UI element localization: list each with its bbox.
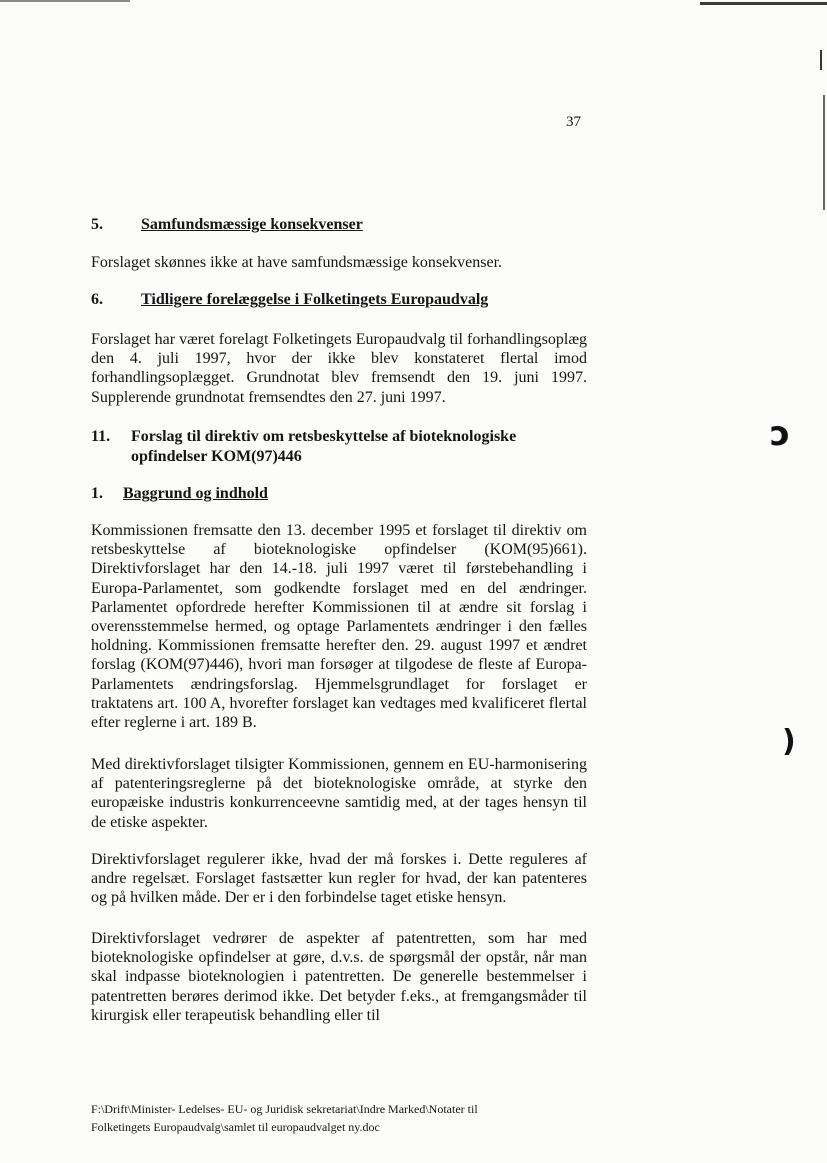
section-heading-5 [91, 216, 363, 234]
section-title: Baggrund og indhold [123, 485, 268, 502]
scan-edge-line [0, 0, 130, 2]
footer-line: F:\Drift\Minister- Ledelses- EU- og Juridisk sekretariat\Indre Marked\Notater til [91, 1102, 478, 1116]
scan-margin-mark [820, 50, 822, 70]
section-heading-11 [91, 427, 587, 467]
binder-hole-mark: ) [782, 724, 796, 759]
section-heading-1 [91, 485, 268, 503]
section-6-body: Forslaget har været forelagt Folketingets Europaudvalg til forhandlingsoplæg den 4. juli 1997, hvor der ikke blev konstateret flertal imod forhandlingsoplægget. Grundnotat blev fremsendt den 19. juni 1997. Supplerende grundnotat fremsendtes den 27. juni 1997. [91, 331, 587, 406]
body-paragraph: Kommissionen fremsatte den 13. december 1995 et forslaget til direktiv om retsbeskyttelse af bioteknologiske opfindelser (KOM(95)661). Direktivforslaget har den 14.-18. juli 1997 været til førstebehandling i Europa-Parlamentet, som godkendte forslaget med en del ændringer. Parlamentet opfordrede herefter Kommissionen til at ændre sit forslag i overensstemmelse hermed, og optage Parlamentets ændringer i den fælles holdning. Kommissionen fremsatte herefter den. 29. august 1997 et ændret forslag (KOM(97)446), hvori man forsøger at tilgodese de fleste af Europa-Parlamentets ændringsforslag. Hjemmelsgrundlaget for forslaget er traktatens art. 100 A, hvorefter forslaget kan vedtages med kvalificeret flertal efter reglerne i art. 189 B. [91, 522, 587, 732]
section-title: Samfundsmæssige konsekvenser [141, 216, 363, 233]
section-5-body: Forslaget skønnes ikke at have samfundsmæssige konsekvenser. [91, 254, 503, 271]
footer-file-path [91, 1100, 611, 1136]
scan-margin-line [823, 95, 825, 210]
section-number: 11. [91, 428, 111, 445]
section-title: Tidligere forelæggelse i Folketingets Europaudvalg [141, 291, 489, 308]
section-heading-6 [91, 291, 488, 309]
page-number: 37 [566, 114, 581, 130]
body-paragraph: Direktivforslaget vedrører de aspekter af patentretten, som har med bioteknologiske opfindelser at gøre, d.v.s. de spørgsmål der opstår, når man skal indpasse bioteknologien i patentretten. De generelle bestemmelser i patentretten berøres derimod ikke. Det betyder f.eks., at fremgangsmåder til kirurgisk eller terapeutisk behandling eller til [91, 930, 587, 1024]
scan-edge-line-right [700, 2, 827, 5]
body-paragraph: Med direktivforslaget tilsigter Kommissionen, gennem en EU-harmonisering af patenteringsreglerne på det bioteknologiske område, at styrke den europæiske industris konkurrenceevne samtidig med, at der tages hensyn til de etiske aspekter. [91, 756, 587, 831]
section-title: Forslag til direktiv om retsbeskyttelse af bioteknologiske opfindelser KOM(97)446 [131, 428, 517, 465]
section-number: 6. [91, 291, 103, 308]
body-paragraph: Direktivforslaget regulerer ikke, hvad der må forskes i. Dette reguleres af andre regelsæt. Forslaget fastsætter kun regler for hvad, der kan patenteres og på hvilken måde. Der er i den forbindelse taget etiske hensyn. [91, 851, 587, 907]
section-number: 5. [91, 216, 103, 233]
footer-line: Folketingets Europaudvalg\samlet til europaudvalget ny.doc [91, 1120, 380, 1134]
section-number: 1. [91, 485, 103, 502]
binder-hole-mark: ↄ [770, 414, 791, 454]
